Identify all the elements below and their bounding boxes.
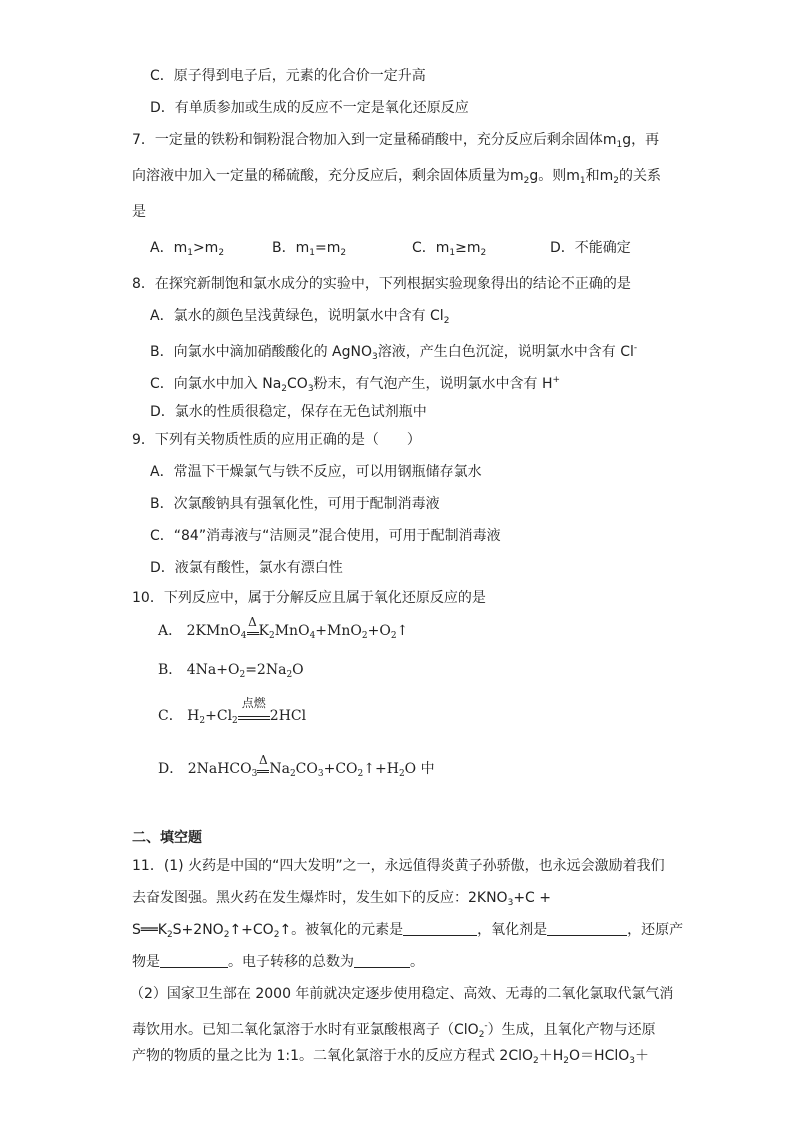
q10-stem: 10．下列反应中，属于分解反应且属于氧化还原反应的是 xyxy=(132,590,486,606)
formula-text: O xyxy=(292,662,304,678)
q11-text: +C + xyxy=(513,890,552,906)
answer-blank[interactable] xyxy=(354,953,410,968)
subscript: 4 xyxy=(309,631,316,641)
q6-option-d: D．有单质参加或生成的反应不一定是氧化还原反应 xyxy=(150,100,469,116)
q8-option-a xyxy=(150,306,449,331)
q8-stem: 8．在探究新制饱和氯水成分的实验中，下列根据实验现象得出的结论不正确的是 xyxy=(132,276,631,292)
q7-option-a xyxy=(150,238,224,263)
formula-text: ↑+H xyxy=(363,761,399,777)
formula-text: O 中 xyxy=(404,761,435,777)
q10-label: B． xyxy=(158,662,183,678)
answer-blank[interactable] xyxy=(547,921,627,936)
condition-text: 点燃 xyxy=(241,696,266,710)
subscript: 3 xyxy=(317,769,324,779)
q7-stem-line1 xyxy=(132,130,659,155)
formula-text: MnO xyxy=(274,623,310,639)
q7-text: g。则m xyxy=(529,168,580,184)
q8-text: CO xyxy=(287,376,308,392)
q7-text: 向溶液中加入一定量的稀硫酸，充分反应后，剩余固体质量为m xyxy=(132,168,524,184)
delta-condition xyxy=(257,753,269,773)
q9-option-d: D．液氯有酸性，氯水有漂白性 xyxy=(150,560,343,576)
subscript: 2 xyxy=(239,670,246,680)
q8-option-d: D．氯水的性质很稳定，保存在无色试剂瓶中 xyxy=(150,404,427,420)
q10-label: C． xyxy=(158,708,183,724)
subscript: 3 xyxy=(372,352,378,362)
subscript: 1 xyxy=(579,176,586,186)
q9-option-c: C．“84”消毒液与“洁厕灵”混合使用，可用于配制消毒液 xyxy=(150,528,501,544)
subscript: 1 xyxy=(616,140,623,150)
formula-text: =2Na xyxy=(245,662,287,678)
q6-option-c: C．原子得到电子后，元素的化合价一定升高 xyxy=(150,68,426,84)
q11-text: ＋H xyxy=(538,1048,564,1064)
formula-text: H xyxy=(187,708,200,724)
subscript: 2 xyxy=(232,716,238,726)
formula-text: +MnO xyxy=(315,623,362,639)
subscript: 2 xyxy=(286,670,293,680)
q7-text: ≥m xyxy=(455,240,481,256)
q7-text: g，再 xyxy=(622,132,660,148)
q7-text: >m xyxy=(192,240,219,256)
q11-line3 xyxy=(132,920,683,945)
subscript: 2 xyxy=(289,769,296,779)
section-title: 二、填空题 xyxy=(132,830,202,846)
subscript: 3 xyxy=(307,384,314,394)
q8-option-c xyxy=(150,370,560,399)
subscript: 3 xyxy=(251,769,258,779)
subscript: 2 xyxy=(523,176,530,186)
subscript: 1 xyxy=(309,248,315,258)
subscript: 2 xyxy=(357,769,364,779)
formula-text: K xyxy=(258,623,269,639)
formula-text: ↑ xyxy=(396,623,409,639)
formula-text: Na xyxy=(269,761,290,777)
q9-option-b: B．次氯酸钠具有强氧化性，可用于配制消毒液 xyxy=(150,496,440,512)
q8-text: C．向氯水中加入 Na xyxy=(150,376,282,392)
q11-text: ）生成，且氧化产物与还原 xyxy=(487,1022,656,1038)
q11-text: 。电子转移的总数为 xyxy=(228,954,354,970)
q11-line4 xyxy=(132,952,424,972)
q11-text: 。 xyxy=(410,954,424,970)
subscript: 2 xyxy=(443,316,450,326)
q7-text: A．m xyxy=(150,240,188,256)
subscript: 2 xyxy=(199,716,206,726)
q7-stem-line3: 是 xyxy=(132,204,146,220)
subscript: 2 xyxy=(361,631,368,641)
q11-text: O＝HClO xyxy=(569,1048,630,1064)
q11-text: 去奋发图强。黑火药在发生爆炸时，发生如下的反应：2KNO xyxy=(132,890,508,906)
q11-text: 产物的物质的量之比为 1:1。二氧化氯溶于水的反应方程式 2ClO xyxy=(132,1048,534,1064)
q9-stem: 9．下列有关物质性质的应用正确的是（ ） xyxy=(132,432,421,448)
q11-part2-line3 xyxy=(132,1046,649,1071)
subscript: 2 xyxy=(478,1030,485,1040)
q9-option-a: A．常温下干燥氯气与铁不反应，可以用钢瓶储存氯水 xyxy=(150,464,482,480)
q7-text: 的关系 xyxy=(619,168,662,184)
delta-symbol: Δ xyxy=(248,615,257,629)
q7-option-d: D．不能确定 xyxy=(550,240,631,256)
q7-option-b xyxy=(272,238,346,263)
ignition-condition xyxy=(238,696,270,720)
formula-text: +O xyxy=(367,623,391,639)
subscript: 2 xyxy=(390,631,397,641)
formula-text: 4Na+O xyxy=(186,662,240,678)
subscript: 4 xyxy=(240,631,247,641)
q8-text: 粉末，有气泡产生，说明氯水中含有 H xyxy=(313,376,553,392)
subscript: 2 xyxy=(533,1056,539,1066)
subscript: 3 xyxy=(629,1056,635,1066)
q10-option-a xyxy=(158,615,409,646)
q10-option-d xyxy=(158,753,435,784)
q7-text: C．m xyxy=(412,240,450,256)
subscript: 2 xyxy=(563,1056,570,1066)
subscript: 1 xyxy=(187,248,193,258)
q11-text: S+2NO xyxy=(172,922,224,938)
q10-label: A． xyxy=(158,623,183,639)
delta-condition xyxy=(247,615,259,635)
superscript: - xyxy=(633,343,638,353)
q7-text: B．m xyxy=(272,240,310,256)
q11-text: ↑+CO xyxy=(229,922,274,938)
formula-text: 2HCl xyxy=(269,708,307,724)
q10-option-b xyxy=(158,660,304,685)
formula-text: 2NaHCO xyxy=(187,761,252,777)
subscript: 2 xyxy=(340,248,347,258)
formula-text: +CO xyxy=(323,761,358,777)
subscript: 2 xyxy=(480,248,487,258)
q10-label: D． xyxy=(158,761,184,777)
q11-text: ，氧化剂是 xyxy=(477,922,548,938)
formula-text: +Cl xyxy=(205,708,233,724)
subscript: 2 xyxy=(281,384,288,394)
q11-part2-line1: （2）国家卫生部在 2000 年前就决定逐步使用稳定、高效、无毒的二氧化氯取代氯气消 xyxy=(130,986,674,1002)
answer-blank[interactable] xyxy=(160,953,228,968)
q11-line1: 11．(1) 火药是中国的“四大发明”之一，永远值得炎黄子孙骄傲，也永远会激励着我们 xyxy=(132,858,665,874)
answer-blank[interactable] xyxy=(403,921,477,936)
formula-text: CO xyxy=(295,761,318,777)
q7-text: 和m xyxy=(585,168,614,184)
subscript: 2 xyxy=(273,930,280,940)
q8-option-b xyxy=(150,338,637,367)
subscript: 2 xyxy=(613,176,620,186)
q11-text: ，还原产 xyxy=(627,922,684,938)
q11-part2-line2 xyxy=(132,1016,656,1045)
q8-text: B．向氯水中滴加硝酸酸化的 AgNO xyxy=(150,344,373,360)
q11-text: ＋ xyxy=(635,1048,649,1064)
q7-text: 7．一定量的铁粉和铜粉混合物加入到一定量稀硝酸中，充分反应后剩余固体m xyxy=(132,132,617,148)
subscript: 1 xyxy=(449,248,456,258)
formula-text: 2KMnO xyxy=(186,623,241,639)
q11-line2 xyxy=(132,888,551,913)
superscript: + xyxy=(552,375,561,385)
delta-symbol: Δ xyxy=(258,753,268,767)
q10-option-c xyxy=(158,696,307,731)
subscript: 2 xyxy=(223,930,230,940)
q11-text: S══K xyxy=(132,922,167,938)
subscript: 2 xyxy=(166,930,173,940)
superscript: - xyxy=(484,1021,488,1031)
q7-text: =m xyxy=(314,240,341,256)
q7-stem-line2 xyxy=(132,166,661,191)
q8-text: 溶液，产生白色沉淀，说明氯水中含有 Cl xyxy=(377,344,634,360)
q11-text: 毒饮用水。已知二氧化氯溶于水时有亚氯酸根离子（ClO xyxy=(132,1022,479,1038)
subscript: 2 xyxy=(268,631,275,641)
q8-text: A．氯水的颜色呈浅黄绿色，说明氯水中含有 Cl xyxy=(150,308,444,324)
q11-text: 物是 xyxy=(132,954,160,970)
subscript: 2 xyxy=(218,248,225,258)
subscript: 3 xyxy=(507,898,514,908)
q11-text: ↑。被氧化的元素是 xyxy=(279,922,404,938)
q7-option-c xyxy=(412,238,486,263)
subscript: 2 xyxy=(398,769,405,779)
